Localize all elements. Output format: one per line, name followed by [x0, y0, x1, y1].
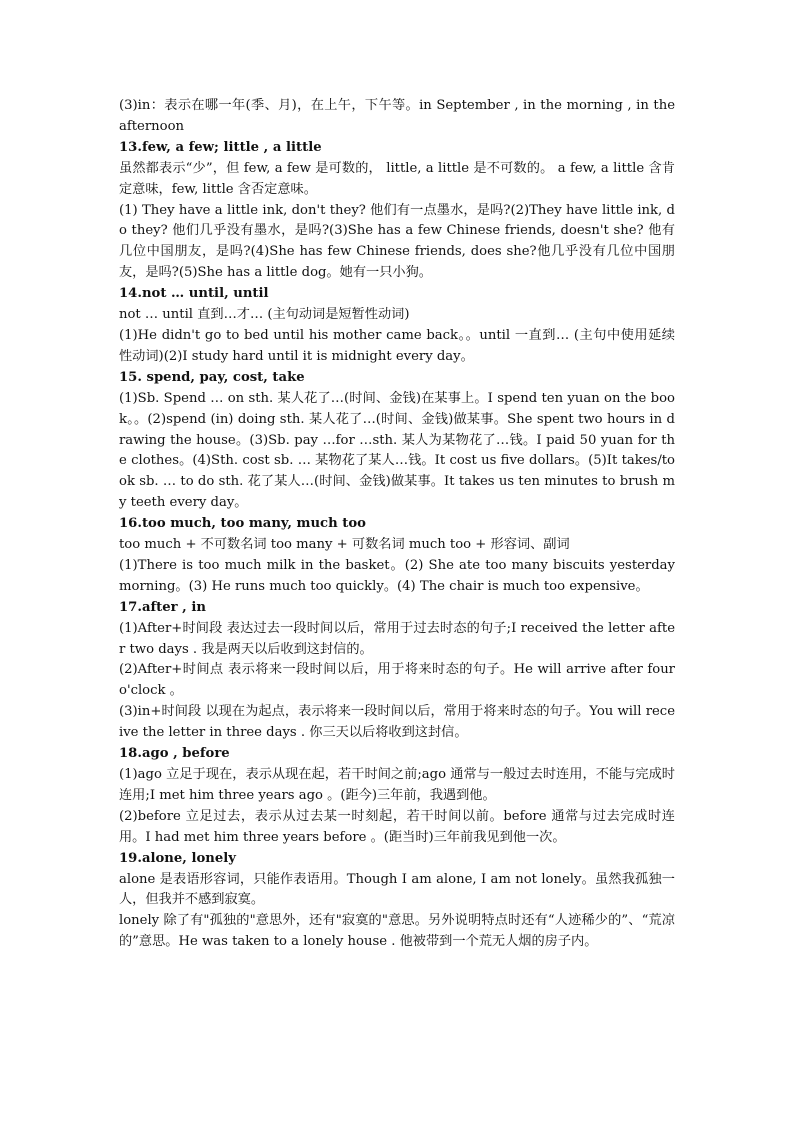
paragraph: too much + 不可数名词 too many + 可数名词 much too + 形容词、副词 [119, 537, 570, 553]
section-heading: 17.after , in [119, 599, 206, 615]
section-heading: 19.alone, lonely [119, 850, 236, 866]
paragraph: 虽然都表示“少”，但 few, a few 是可数的， little, a little 是不可数的。 a few, a little 含肯定意味，few, little 含否定意味。 [119, 160, 675, 197]
section-heading: 14.not … until, until [119, 286, 269, 302]
section-heading: 15. spend, pay, cost, take [119, 369, 305, 385]
paragraph: (1)After+时间段 表达过去一段时间以后，常用于过去时态的句子;I received the letter after two days . 我是两天以后收到这封信的。 [119, 620, 675, 657]
section-heading: 18.ago , before [119, 746, 230, 762]
paragraph: not … until 直到…才… (主句动词是短暂性动词) [119, 307, 410, 323]
section-heading: 13.few, a few; little , a little [119, 139, 322, 155]
paragraph: alone 是表语形容词，只能作表语用。Though I am alone, I am not lonely。虽然我孤独一人，但我并不感到寂寞。 [119, 871, 675, 908]
document-page [119, 96, 675, 953]
paragraph: (1)He didn't go to bed until his mother came back。。until 一直到… (主句中使用延续性动词)(2)I study hard until it is midnight every day。 [119, 327, 675, 364]
section-heading: 16.too much, too many, much too [119, 516, 366, 532]
paragraph: (3)in：表示在哪一年(季、月)，在上午，下午等。in September , in the morning , in the afternoon [119, 98, 675, 134]
paragraph: (1) They have a little ink, don't they? 他们有一点墨水，是吗?(2)They have little ink, do they? 他们几乎没有墨水，是吗?(3)She has a few Chinese friends, doesn't she? 他有几位中国朋友，是吗?(4)She has few Chinese friends, does she?他几乎没有几位中国朋友，是吗?(5)She has a little dog。她有一只小狗。 [119, 202, 675, 281]
paragraph: (1)Sb. Spend … on sth. 某人花了…(时间、金钱)在某事上。I spend ten yuan on the book。。(2)spend (in) doing sth. 某人花了…(时间、金钱)做某事。She spent two hours in drawing the house。(3)Sb. pay …for …sth. 某人为某物花了…钱。I paid 50 yuan for the clothes。(4)Sth. cost sb. … 某物花了某人…钱。It cost us five dollars。(5)It takes/took sb. … to do sth. 花了某人…(时间、金钱)做某事。It takes us ten minutes to brush my teeth every day。 [119, 390, 675, 511]
paragraph: (1)ago 立足于现在，表示从现在起，若干时间之前;ago 通常与一般过去时连用，不能与完成时连用;I met him three years ago 。(距今)三年前，我遇到他。 [119, 767, 675, 803]
paragraph: (1)There is too much milk in the basket。(2) She ate too many biscuits yesterday morning。(3) He runs much too quickly。(4) The chair is much too expensive。 [119, 557, 675, 594]
paragraph: lonely 除了有"孤独的"意思外，还有"寂寞的"意思。另外说明特点时还有“人迹稀少的”、“荒凉的”意思。He was taken to a lonely house . 他被带到一个荒无人烟的房子内。 [119, 913, 675, 950]
paragraph: (2)After+时间点 表示将来一段时间以后，用于将来时态的句子。He will arrive after four o'clock 。 [119, 662, 675, 699]
paragraph: (2)before 立足过去，表示从过去某一时刻起，若干时间以前。before 通常与过去完成时连用。I had met him three years before 。(距当时)三年前我见到他一次。 [119, 808, 675, 845]
paragraph: (3)in+时间段 以现在为起点，表示将来一段时间以后，常用于将来时态的句子。You will receive the letter in three days . 你三天以后将收到这封信。 [119, 704, 675, 741]
